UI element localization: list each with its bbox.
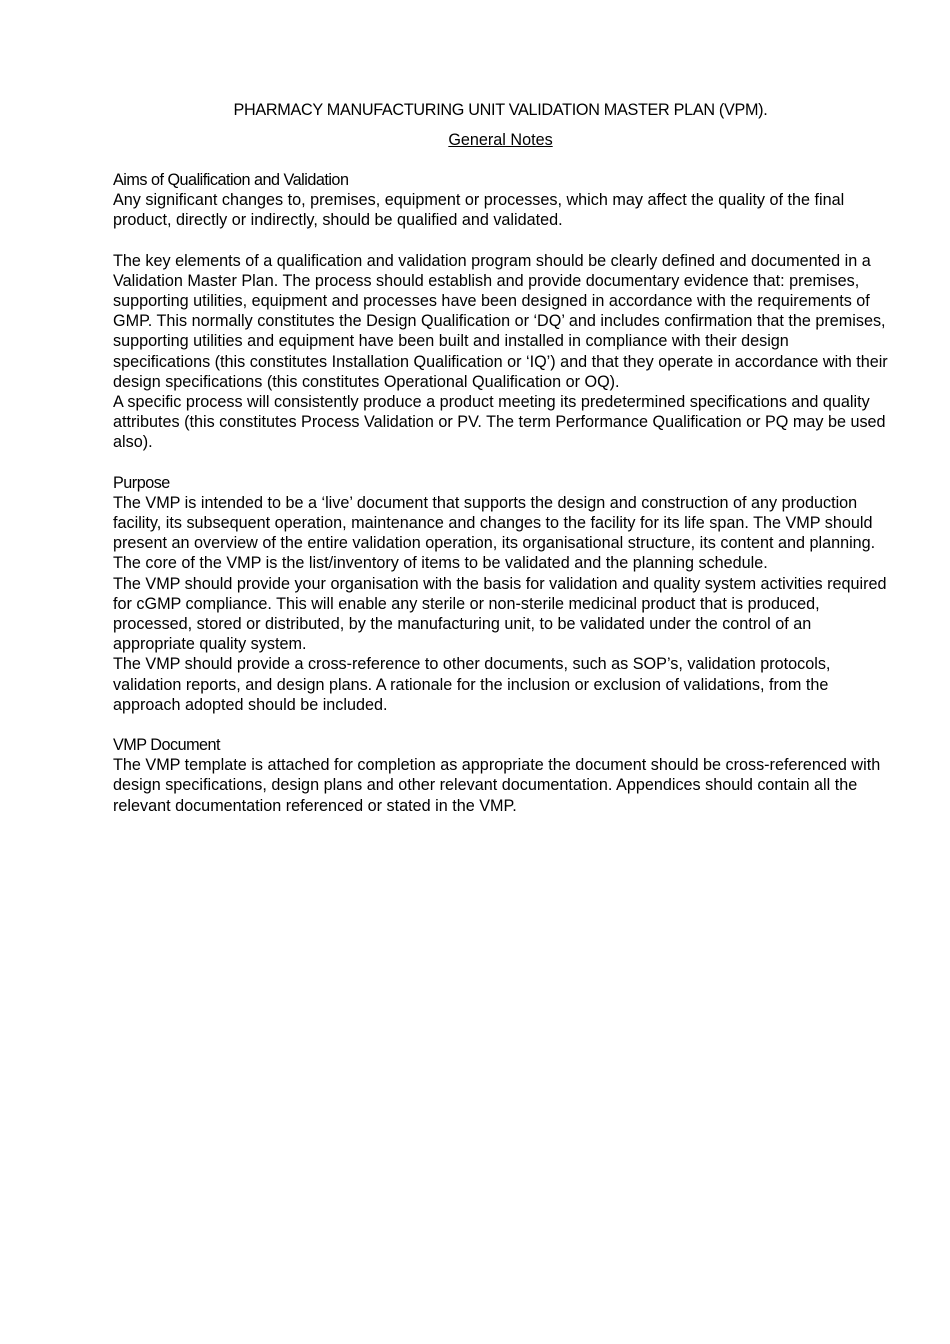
- paragraph: Any significant changes to, premises, equipment or processes, which may affect the quality of the final product, directly or indirectly, should be qualified and validated.: [113, 191, 845, 230]
- section-aims: [113, 170, 888, 453]
- document-page: [113, 100, 888, 816]
- document-subtitle: General Notes: [448, 131, 553, 149]
- section-vmp-document: [113, 735, 888, 816]
- section-heading: Purpose: [113, 473, 170, 492]
- spacer: [113, 715, 888, 735]
- spacer: [113, 453, 888, 473]
- paragraph: The key elements of a qualification and validation program should be clearly defined and documented in a Validation Master Plan. The process should establish and provide documentary evidence that: premises, supporting utilities, equipment and processes have been designed in accordance with the requirements of GMP. This normally constitutes the Design Qualification or ‘DQ’ and includes confirmation that the premises, supporting utilities and equipment have been built and installed in compliance with their design specifications (this constitutes Installation Qualification or ‘IQ’) and that they operate in accordance with their design specifications (this constitutes Operational Qualification or OQ).: [113, 251, 888, 391]
- paragraph: The VMP is intended to be a ‘live’ document that supports the design and construction of any production facility, its subsequent operation, maintenance and changes to the facility for its life span. The VMP should present an overview of the entire validation operation, its organisational structure, its content and planning. The core of the VMP is the list/inventory of items to be validated and the planning schedule.: [113, 493, 876, 573]
- spacer: [113, 150, 888, 170]
- section-purpose: [113, 473, 888, 715]
- section-heading: Aims of Qualification and Validation: [113, 171, 349, 189]
- spacer: [113, 231, 888, 251]
- section-heading: VMP Document: [113, 736, 221, 755]
- document-title: PHARMACY MANUFACTURING UNIT VALIDATION MASTER PLAN (VPM).: [233, 101, 768, 119]
- paragraph: The VMP should provide your organisation with the basis for validation and quality system activities required for cGMP compliance. This will enable any sterile or non-sterile medicinal product that is produced, processed, stored or distributed, by the manufacturing unit, to be validated under the control of an appropriate quality system.: [113, 574, 887, 654]
- paragraph: The VMP template is attached for completion as appropriate the document should be cross-referenced with design specifications, design plans and other relevant documentation. Appendices should contain all the relevant documentation referenced or stated in the VMP.: [113, 756, 881, 815]
- paragraph: The VMP should provide a cross-reference to other documents, such as SOP’s, validation protocols, validation reports, and design plans. A rationale for the inclusion or exclusion of validations, from the approach adopted should be included.: [113, 655, 831, 714]
- paragraph: A specific process will consistently produce a product meeting its predetermined specifications and quality attributes (this constitutes Process Validation or PV. The term Performance Qualification or PQ may be used also).: [113, 393, 886, 452]
